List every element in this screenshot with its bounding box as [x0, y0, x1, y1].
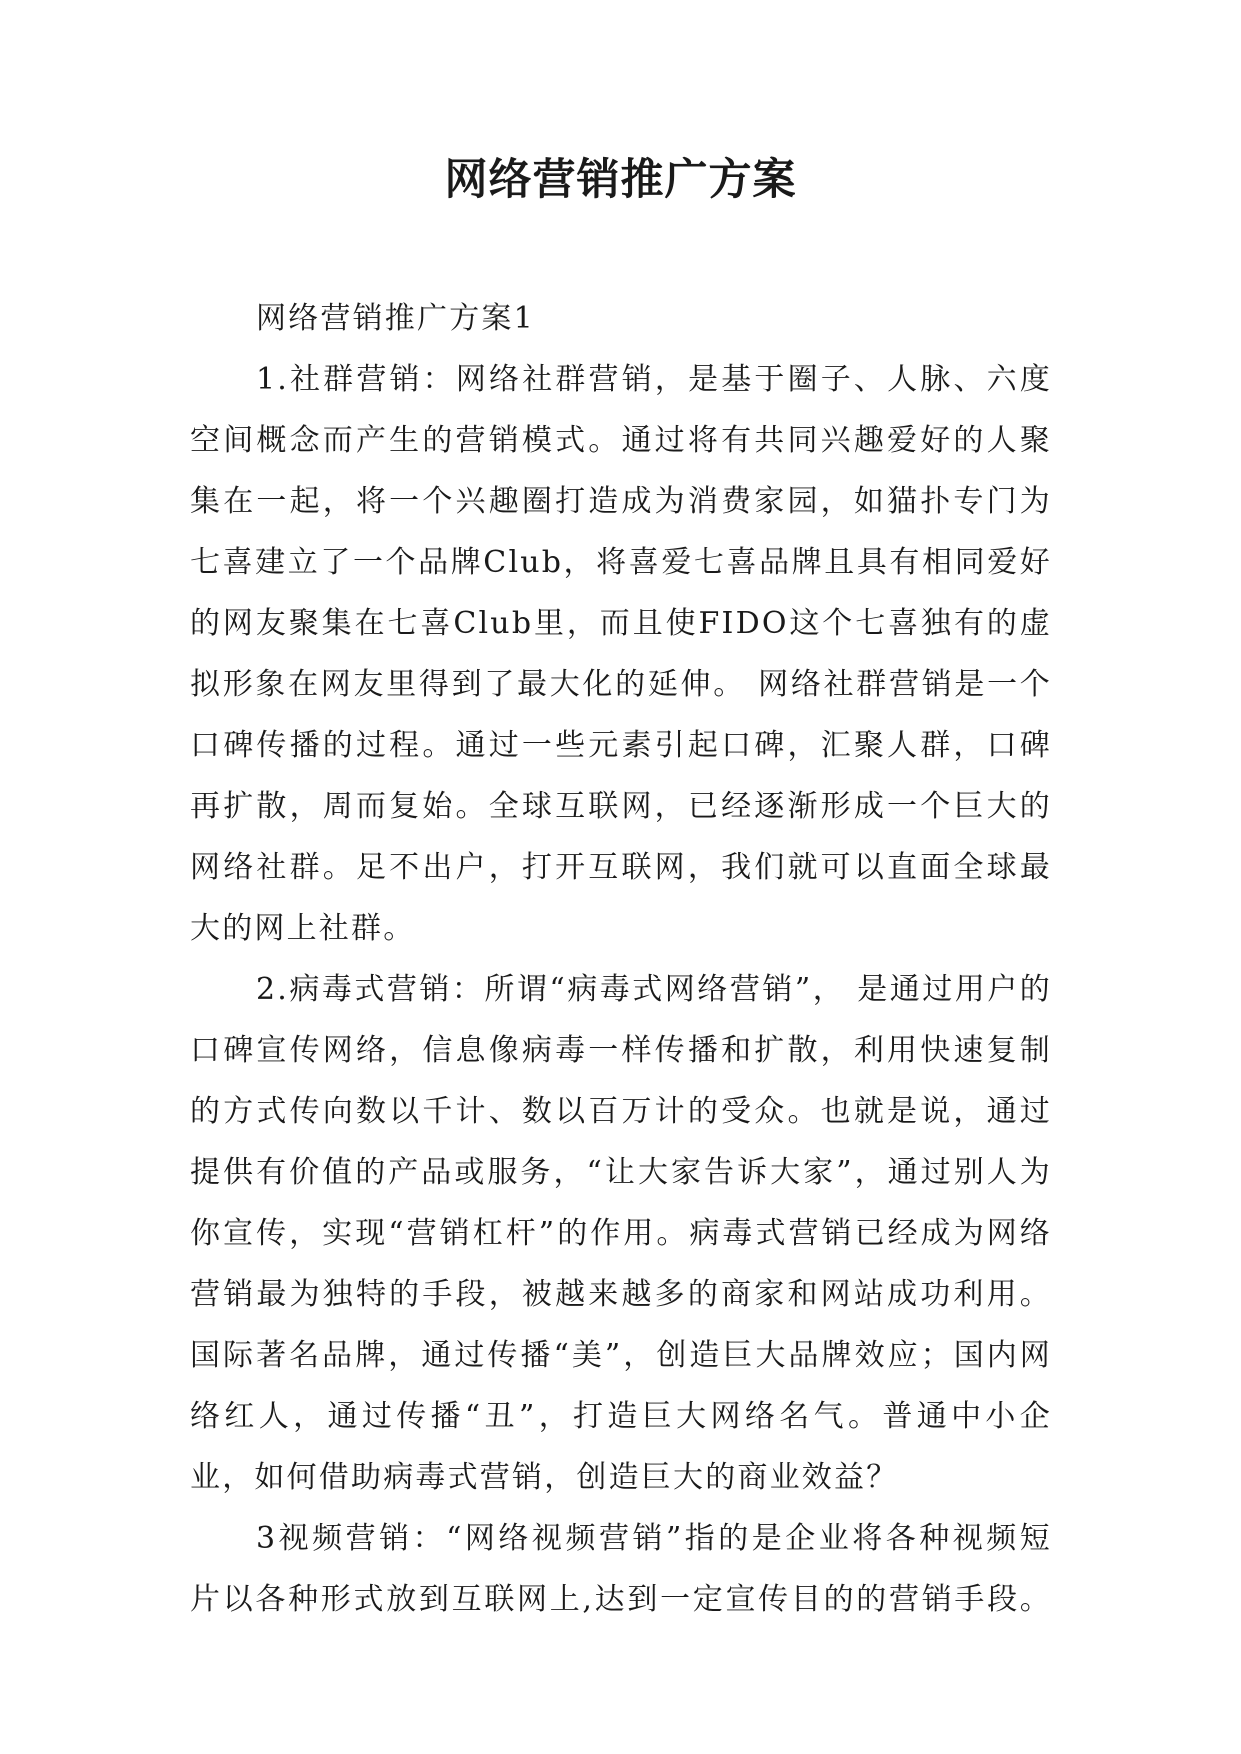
document-title: 网络营销推广方案	[444, 155, 797, 205]
paragraph-viral-marketing: 2.病毒式营销：所谓“病毒式网络营销”， 是通过用户的口碑宣传网络，信息像病毒一样传播和扩散，利用快速复制的方式传向数以千计、数以百万计的受众。也就是说，通过提供有价值的产品或服务，“让大家告诉大家”，通过别人为你宣传，实现“营销杠杆”的作用。病毒式营销已经成为网络营销最为独特的手段，被越来越多的商家和网站成功利用。国际著名品牌，通过传播“美”，创造巨大品牌效应；国内网络红人，通过传播“丑”，打造巨大网络名气。普通中小企业，如何借助病毒式营销，创造巨大的商业效益？	[190, 972, 1052, 1495]
paragraph-video-marketing: 3视频营销：“网络视频营销”指的是企业将各种视频短片以各种形式放到互联网上,达到一定宣传目的的营销手段。	[190, 1521, 1052, 1617]
section-heading: 网络营销推广方案1	[256, 301, 535, 336]
paragraph-community-marketing: 1.社群营销：网络社群营销，是基于圈子、人脉、六度空间概念而产生的营销模式。通过将有共同兴趣爱好的人聚集在一起，将一个兴趣圈打造成为消费家园，如猫扑专门为七喜建立了一个品牌Club，将喜爱七喜品牌且具有相同爱好的网友聚集在七喜Club里，而且使FIDO这个七喜独有的虚拟形象在网友里得到了最大化的延伸。 网络社群营销是一个口碑传播的过程。通过一些元素引起口碑，汇聚人群，口碑再扩散，周而复始。全球互联网，已经逐渐形成一个巨大的网络社群。足不出户，打开互联网，我们就可以直面全球最大的网上社群。	[190, 362, 1052, 946]
document-body	[190, 288, 1052, 1630]
